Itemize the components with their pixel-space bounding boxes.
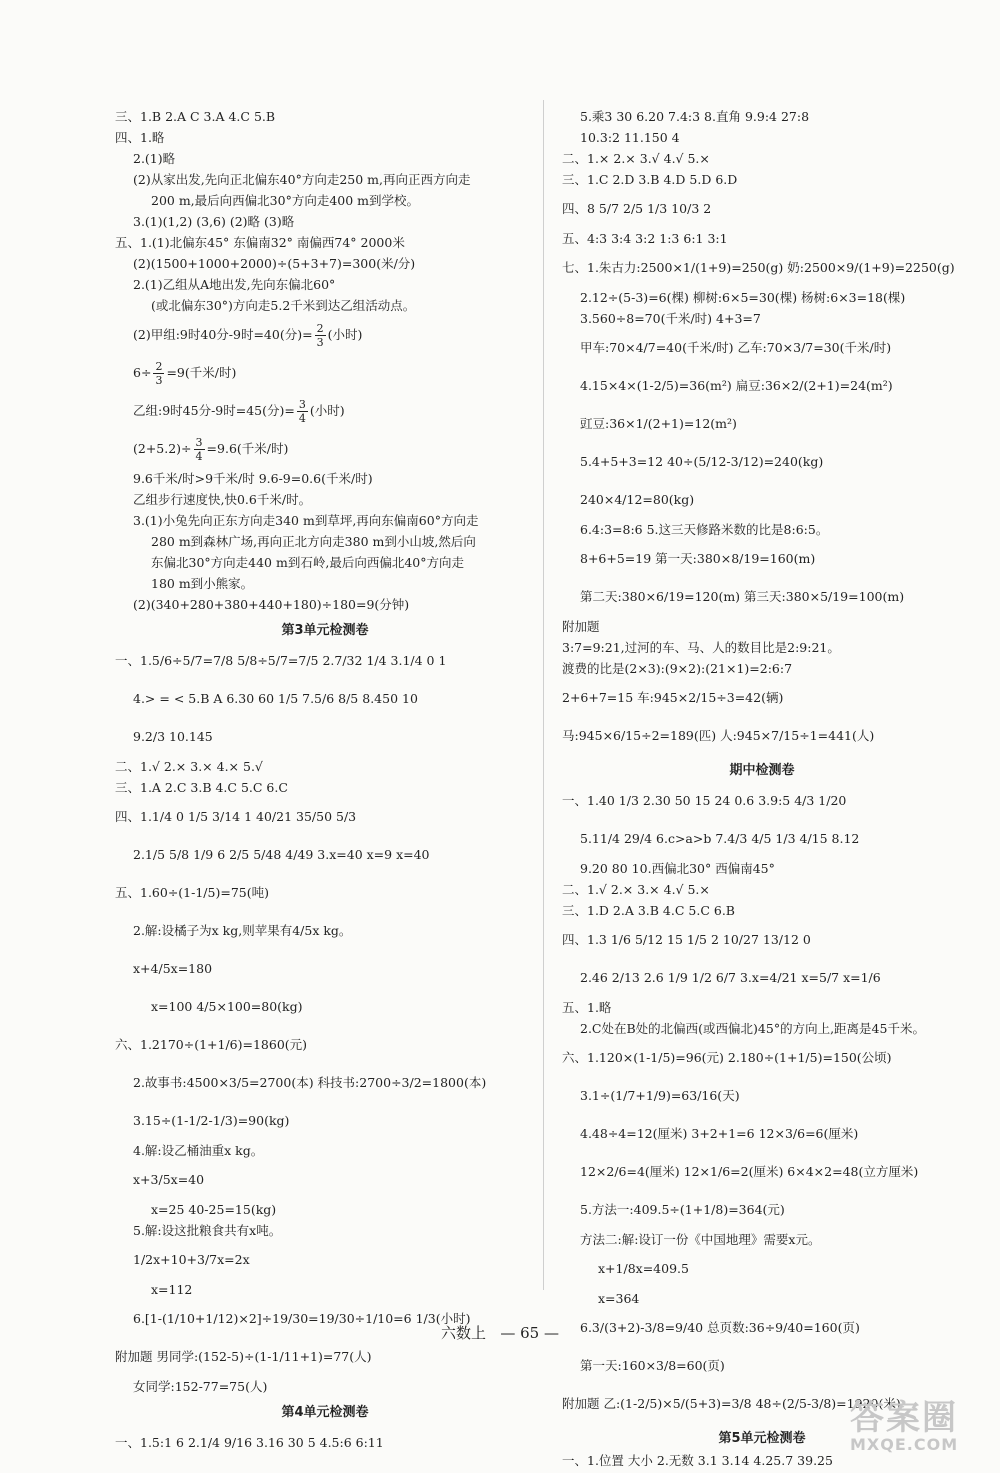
answer-line: 二、1.√ 2.× 3.× 4.√ 5.× [562, 882, 710, 897]
answer-line: 3.15÷(1-1/2-1/3)=90(kg) [133, 1113, 290, 1128]
answer-line: 9.2/3 10.145 [133, 729, 213, 744]
answer-line: 6.4:3=8:6 5.这三天修路米数的比是8:6:5。 [580, 522, 829, 537]
page-dash-left: — [490, 1324, 516, 1342]
section-title: 第4单元检测卷 [281, 1405, 369, 1420]
answer-line: 东偏北30°方向走440 m到石岭,最后向西偏北40°方向走 [151, 555, 464, 570]
answer-line: 豇豆:36×1/(2+1)=12(m²) [580, 416, 737, 431]
page-footer [0, 1322, 1000, 1343]
denominator: 4 [195, 450, 203, 463]
answer-line: 方法二:解:设订一份《中国地理》需要x元。 [580, 1232, 821, 1247]
answer-line: x=364 [598, 1291, 640, 1306]
answer-line: 一、1.40 1/3 2.30 50 15 24 0.6 3.9:5 4/3 1/20 [562, 793, 847, 808]
answer-line: 4.解:设乙桶油重x kg。 [133, 1143, 264, 1158]
answer-line: 二、1.√ 2.× 3.× 4.× 5.√ [115, 759, 263, 774]
answer-line: 四、8 5/7 2/5 1/3 10/3 2 [562, 201, 712, 216]
answer-line: 3.560÷8=70(千米/时) 4+3=7 [580, 311, 761, 326]
numerator: 3 [298, 398, 306, 411]
text: =9(千米/时) [166, 365, 237, 380]
answer-line: 2.C处在B处的北偏西(或西偏北)45°的方向上,距离是45千米。 [580, 1021, 925, 1036]
answer-line: 马:945×6/15÷2=189(匹) 人:945×7/15÷1=441(人) [562, 728, 875, 743]
answer-line [115, 394, 535, 428]
watermark-top: 答案圈 [850, 1398, 958, 1438]
watermark-bottom: MXQE.COM [850, 1435, 959, 1454]
numerator: 3 [195, 436, 203, 449]
answer-line: 2.1/5 5/8 1/9 6 2/5 5/48 4/49 3.x=40 x=9 x=40 [133, 847, 430, 862]
answer-line: 3.(1)(1,2) (3,6) (2)略 (3)略 [133, 214, 295, 229]
answer-line: 渡费的比是(2×3):(9×2):(21×1)=2:6:7 [562, 661, 793, 676]
answer-line: 10.3:2 11.150 4 [580, 130, 680, 145]
section-title: 期中检测卷 [729, 763, 795, 778]
answer-line: x=100 4/5×100=80(kg) [151, 999, 303, 1014]
answer-line: 四、1.1/4 0 1/5 3/14 1 40/21 35/50 5/3 [115, 809, 357, 824]
right-column [562, 108, 962, 1473]
answer-line: 五、1.略 [562, 1000, 612, 1015]
answer-line: 五、1.(1)北偏东45° 东偏南32° 南偏西74° 2000米 [115, 235, 405, 250]
answer-line: 5.11/4 29/4 6.c>a>b 7.4/3 4/5 1/3 4/15 8.12 [580, 831, 860, 846]
text: (小时) [309, 403, 345, 418]
answer-line: 6.3/(3+2)-3/8=9/40 总页数:36÷9/40=160(页) [580, 1320, 860, 1335]
answer-line: x+1/8x=409.5 [598, 1261, 689, 1276]
watermark-logo [850, 1390, 990, 1454]
answer-line: 第二天:380×6/19=120(m) 第三天:380×5/19=100(m) [580, 589, 905, 604]
answer-line: 乙组步行速度快,快0.6千米/时。 [133, 492, 312, 507]
answer-line: 2.12÷(5-3)=6(棵) 柳树:6×5=30(棵) 杨树:6×3=18(棵) [580, 290, 906, 305]
answer-line: 七、1.朱古力:2500×1/(1+9)=250(g) 奶:2500×9/(1+9)=2250(g) [562, 260, 955, 275]
answer-line: 四、1.3 1/6 5/12 15 1/5 2 10/27 13/12 0 [562, 932, 811, 947]
denominator: 4 [298, 412, 306, 425]
numerator: 2 [155, 360, 163, 373]
answer-line: 六、1.120×(1-1/5)=96(元) 2.180÷(1+1/5)=150(公顷) [562, 1050, 892, 1065]
text: 6÷ [133, 365, 152, 380]
answer-line: 2.46 2/13 2.6 1/9 1/2 6/7 3.x=4/21 x=5/7 x=1/6 [580, 970, 881, 985]
text: (小时) [327, 327, 363, 342]
answer-line: x=112 [151, 1282, 193, 1297]
text: 乙组:9时45分-9时=45(分)= [133, 403, 295, 418]
answer-line: (或北偏东30°)方向走5.2千米到达乙组活动点。 [151, 298, 416, 313]
answer-line: 6.[1-(1/10+1/12)×2]÷19/30=19/30÷1/10=6 1/3(小时) [133, 1311, 471, 1326]
answer-line: 5.解:设这批粮食共有x吨。 [133, 1223, 282, 1238]
answer-line [115, 356, 535, 390]
answer-line: 附加题 男同学:(152-5)÷(1-1/11+1)=77(人) [115, 1349, 372, 1364]
answer-line: 三、1.A 2.C 3.B 4.C 5.C 6.C [115, 780, 288, 795]
answer-line: 2.(1)略 [133, 151, 176, 166]
page-dash-right: — [544, 1324, 559, 1342]
answer-line: 180 m到小熊家。 [151, 576, 254, 591]
answer-line: 2.解:设橘子为x kg,则苹果有4/5x kg。 [133, 923, 352, 938]
answer-line: x=25 40-25=15(kg) [151, 1202, 277, 1217]
page-label: 六数上 [441, 1324, 487, 1342]
answer-line: 4.> = < 5.B A 6.30 60 1/5 7.5/6 8/5 8.450 10 [133, 691, 418, 706]
answer-line: 2.(1)乙组从A地出发,先向东偏北60° [133, 277, 336, 292]
answer-line: 12×2/6=4(厘米) 12×1/6=2(厘米) 6×4×2=48(立方厘米) [580, 1164, 919, 1179]
text: =9.6(千米/时) [206, 441, 289, 456]
answer-line: 200 m,最后向西偏北30°方向走400 m到学校。 [151, 193, 419, 208]
column-divider [543, 100, 544, 1290]
fraction [315, 322, 326, 349]
left-column [115, 108, 535, 1464]
answer-line: 附加题 乙:(1-2/5)×5/(5+3)=3/8 48÷(2/5-3/8)=1920(米) [562, 1396, 901, 1411]
text: (2+5.2)÷ [133, 441, 192, 456]
text: (2)甲组:9时40分-9时=40(分)= [133, 327, 313, 342]
answer-line: 240×4/12=80(kg) [580, 492, 695, 507]
answer-line: 8+6+5=19 第一天:380×8/19=160(m) [580, 551, 816, 566]
answer-line: 4.48÷4=12(厘米) 3+2+1=6 12×3/6=6(厘米) [580, 1126, 859, 1141]
answer-line: 甲车:70×4/7=40(千米/时) 乙车:70×3/7=30(千米/时) [580, 340, 892, 355]
answer-line: 四、1.略 [115, 130, 165, 145]
answer-line: 2.故事书:4500×3/5=2700(本) 科技书:2700÷3/2=1800(本) [133, 1075, 487, 1090]
answer-line: (2)(340+280+380+440+180)÷180=9(分钟) [133, 597, 410, 612]
answer-line: 2+6+7=15 车:945×2/15÷3=42(辆) [562, 690, 784, 705]
section-title: 第3单元检测卷 [281, 623, 369, 638]
answer-line [115, 318, 535, 352]
denominator: 3 [155, 374, 163, 387]
fraction [153, 360, 164, 387]
answer-line: 5.乘3 30 6.20 7.4:3 8.直角 9.9:4 27:8 [580, 109, 810, 124]
answer-line: 280 m到森林广场,再向正北方向走380 m到小山坡,然后向 [151, 534, 476, 549]
answer-line: 二、1.× 2.× 3.√ 4.√ 5.× [562, 151, 710, 166]
answer-line: 三、1.D 2.A 3.B 4.C 5.C 6.B [562, 903, 735, 918]
answer-line: 1/2x+10+3/7x=2x [133, 1252, 250, 1267]
answer-line: 第一天:160×3/8=60(页) [580, 1358, 725, 1373]
answer-line: 附加题 [562, 619, 600, 634]
answer-line: 三、1.C 2.D 3.B 4.D 5.D 6.D [562, 172, 738, 187]
answer-line: 5.4+5+3=12 40÷(5/12-3/12)=240(kg) [580, 454, 824, 469]
section-title: 第5单元检测卷 [718, 1431, 806, 1446]
answer-line: 三、1.B 2.A C 3.A 4.C 5.B [115, 109, 276, 124]
answer-line: x+3/5x=40 [133, 1172, 205, 1187]
answer-line: 3.1÷(1/7+1/9)=63/16(天) [580, 1088, 740, 1103]
answer-line: 一、1.5/6÷5/7=7/8 5/8÷5/7=7/5 2.7/32 1/4 3.1/4 0 1 [115, 653, 447, 668]
answer-line: 3:7=9:21,过河的车、马、人的数目比是2:9:21。 [562, 640, 840, 655]
answer-line: 女同学:152-77=75(人) [133, 1379, 268, 1394]
answer-line: 9.6千米/时>9千米/时 9.6-9=0.6(千米/时) [133, 471, 373, 486]
answer-line: (2)从家出发,先向正北偏东40°方向走250 m,再向正西方向走 [133, 172, 471, 187]
denominator: 3 [316, 336, 324, 349]
answer-line: 一、1.位置 大小 2.无数 3.1 3.14 4.25.7 39.25 [562, 1453, 833, 1468]
answer-line: 3.(1)小兔先向正东方向走340 m到草坪,再向东偏南60°方向走 [133, 513, 479, 528]
answer-line: (2)(1500+1000+2000)÷(5+3+7)=300(米/分) [133, 256, 416, 271]
answer-line: x+4/5x=180 [133, 961, 213, 976]
answer-line: 4.15×4×(1-2/5)=36(m²) 扁豆:36×2/(2+1)=24(m²) [580, 378, 893, 393]
answer-line [115, 432, 535, 466]
answer-line: 9.20 80 10.西偏北30° 西偏南45° [580, 861, 775, 876]
page-number: 65 [520, 1324, 540, 1342]
answer-line: 五、4:3 3:4 3:2 1:3 6:1 3:1 [562, 231, 728, 246]
answer-line: 5.方法一:409.5÷(1+1/8)=364(元) [580, 1202, 785, 1217]
fraction [297, 398, 308, 425]
answer-line: 六、1.2170÷(1+1/6)=1860(元) [115, 1037, 308, 1052]
answer-line: 五、1.60÷(1-1/5)=75(吨) [115, 885, 269, 900]
answer-line: 一、1.5:1 6 2.1/4 9/16 3.16 30 5 4.5:6 6:11 [115, 1435, 384, 1450]
numerator: 2 [316, 322, 324, 335]
fraction [194, 436, 205, 463]
